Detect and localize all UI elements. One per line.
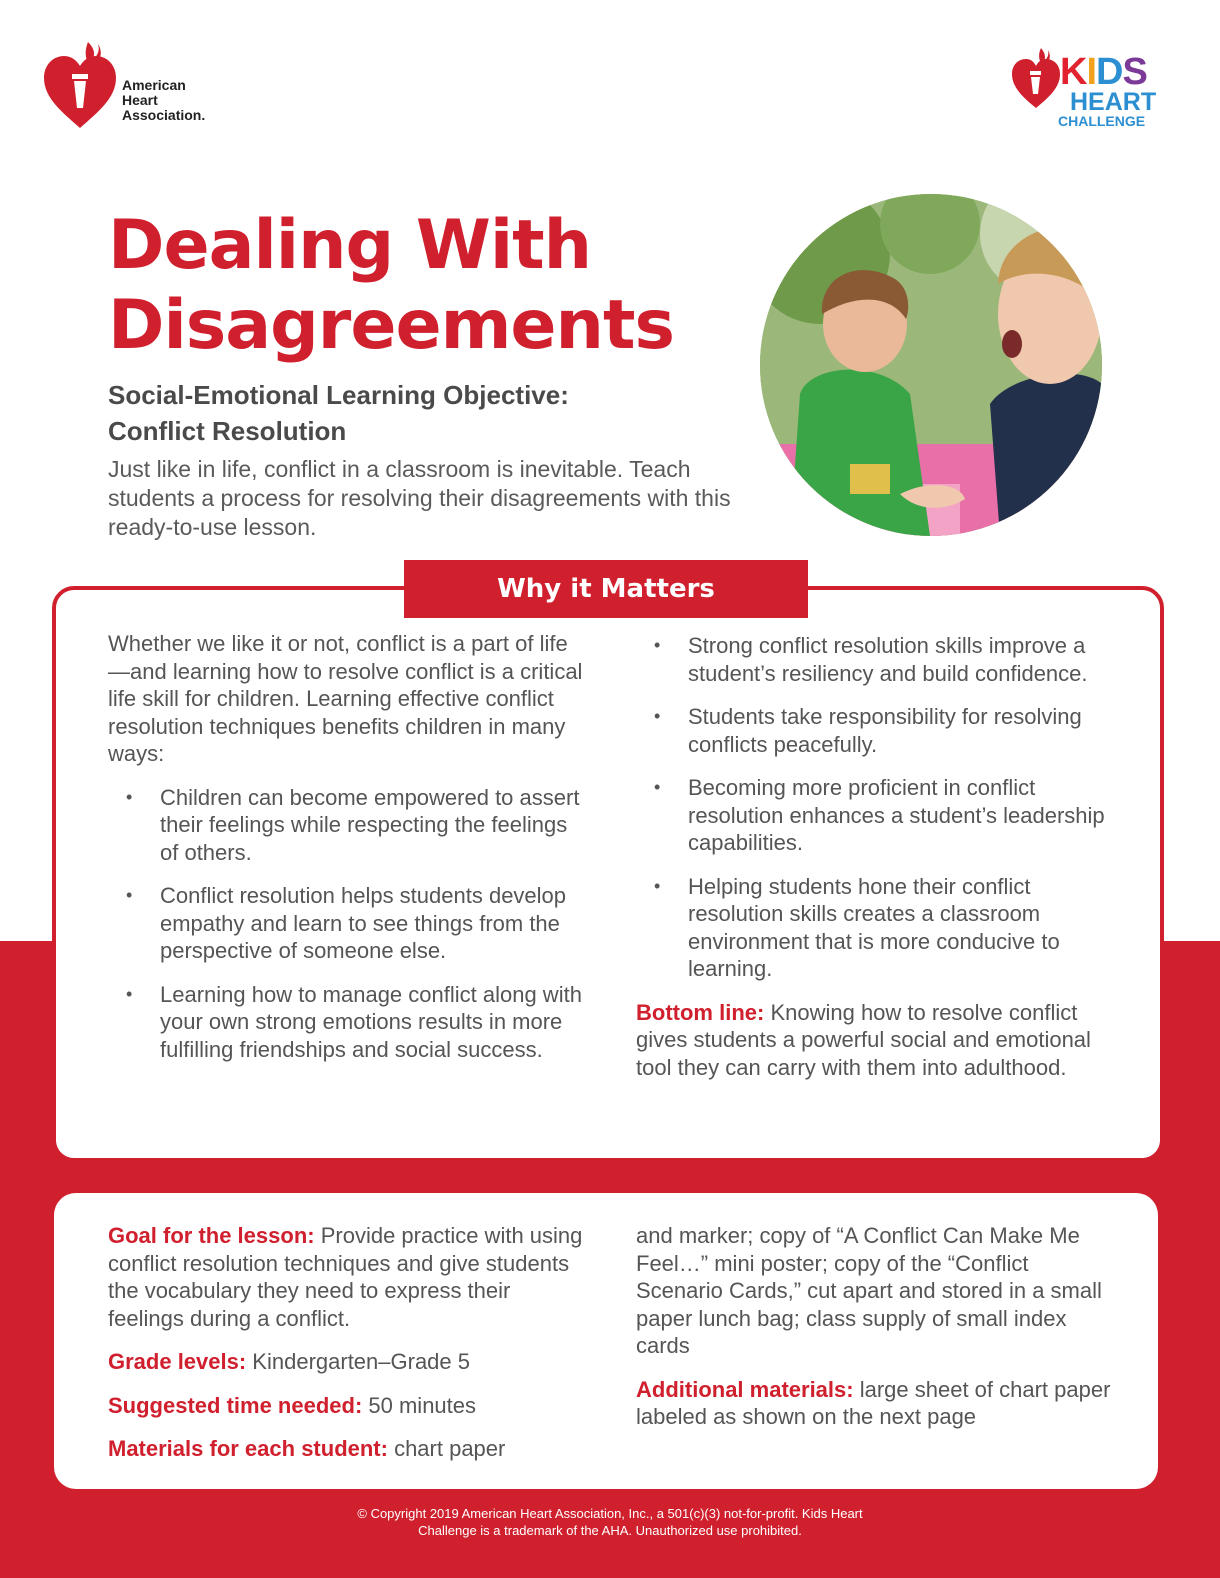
materials-continued: and marker; copy of “A Conflict Can Make Me Feel…” mini poster; copy of the “Conflict Scenario Cards,” cut apart and stored in a small paper lunch bag; class supply of small index cards [636,1223,1102,1358]
list-item: • Strong conflict resolution skills improve a student’s resiliency and build confidence. [636,632,1116,687]
subtitle [108,377,728,449]
subtitle-line1: Social-Emotional Learning Objective: [108,380,569,410]
list-item: • Learning how to manage conflict along with your own strong emotions results in more fulfilling friendships and social success. [108,981,588,1064]
subtitle-line2: Conflict Resolution [108,416,347,446]
goal-text: Provide practice with using conflict resolution techniques and give students the vocabulary they need to express their feelings during a conflict. [108,1223,583,1331]
copyright-footer [0,1505,1220,1539]
additional-materials [636,1376,1116,1431]
additional-label: Additional materials: [636,1376,854,1402]
aha-wordmark [122,78,205,123]
why-it-matters-heading: Why it Matters [404,560,808,618]
copyright-line2: Challenge is a trademark of the AHA. Unauthorized use prohibited. [418,1523,802,1538]
grade-text: Kindergarten–Grade 5 [246,1349,471,1374]
aha-wordmark-line2: Heart [122,92,158,108]
list-item: • Conflict resolution helps students develop empathy and learn to see things from the perspective of someone else. [108,882,588,965]
why-left-bullets [108,784,588,1064]
why-right-column [636,632,1116,1081]
aha-logo [42,40,232,135]
why-right-bullets [636,632,1116,983]
lesson-right-column [636,1222,1116,1447]
khc-letter: I [1086,51,1097,93]
list-item: • Helping students hone their conflict resolution skills creates a classroom environment that is more conducive to learning. [636,873,1116,983]
khc-letter: K [1060,51,1087,93]
materials-text: chart paper [387,1436,506,1461]
bottom-line-text: Knowing how to resolve conflict gives students a powerful social and emotional tool they can carry with them into adulthood. [636,999,1091,1080]
why-left-column [108,630,588,1063]
grade-label: Grade levels: [108,1349,247,1374]
aha-heart-torch-icon [42,40,118,132]
list-item: • Children can become empowered to assert their feelings while respecting the feelings of others. [108,784,588,867]
copyright-line1: © Copyright 2019 American Heart Association, Inc., a 501(c)(3) not-for-profit. Kids Heart [357,1506,863,1521]
khc-kids [1060,51,1156,93]
page-title: Dealing With Disagreements [108,206,674,365]
goal-label: Goal for the lesson: [108,1223,315,1248]
time-label: Suggested time needed: [108,1392,363,1418]
bottom-line [636,999,1116,1082]
materials [108,1435,588,1463]
time-text: 50 minutes [362,1392,477,1418]
kids-heart-challenge-logo [1010,40,1190,140]
khc-heart-torch-icon [1010,48,1062,110]
children-photo [760,194,1102,536]
khc-letter: S [1122,51,1147,93]
list-item: • Students take responsibility for resolving conflicts peacefully. [636,703,1116,758]
bottom-line-label: Bottom line: [636,999,765,1025]
lesson-left-column [108,1222,588,1479]
aha-wordmark-line3: Association. [122,107,206,123]
aha-wordmark-line1: American [122,77,186,93]
time-needed [108,1392,588,1420]
why-intro: Whether we like it or not, conflict is a part of life—and learning how to resolve conflict is a critical life skill for children. Learning effective conflict resolution techniques benefits children in many ways: [108,631,583,766]
additional-text: large sheet of chart paper labeled as shown on the next page [636,1376,1111,1429]
khc-challenge: CHALLENGE [1058,113,1146,129]
materials-label: Materials for each student: [108,1436,388,1461]
list-item: • Becoming more proficient in conflict resolution enhances a student’s leadership capabilities. [636,774,1116,857]
grade-levels [108,1348,588,1376]
khc-wordmark [1058,51,1157,129]
khc-letter: D [1096,51,1123,93]
goal [108,1222,588,1332]
intro-text: Just like in life, conflict in a classroom is inevitable. Teach students a process for resolving their disagreements with this ready-to-use lesson. [108,456,731,540]
khc-heart: HEART [1070,88,1157,116]
